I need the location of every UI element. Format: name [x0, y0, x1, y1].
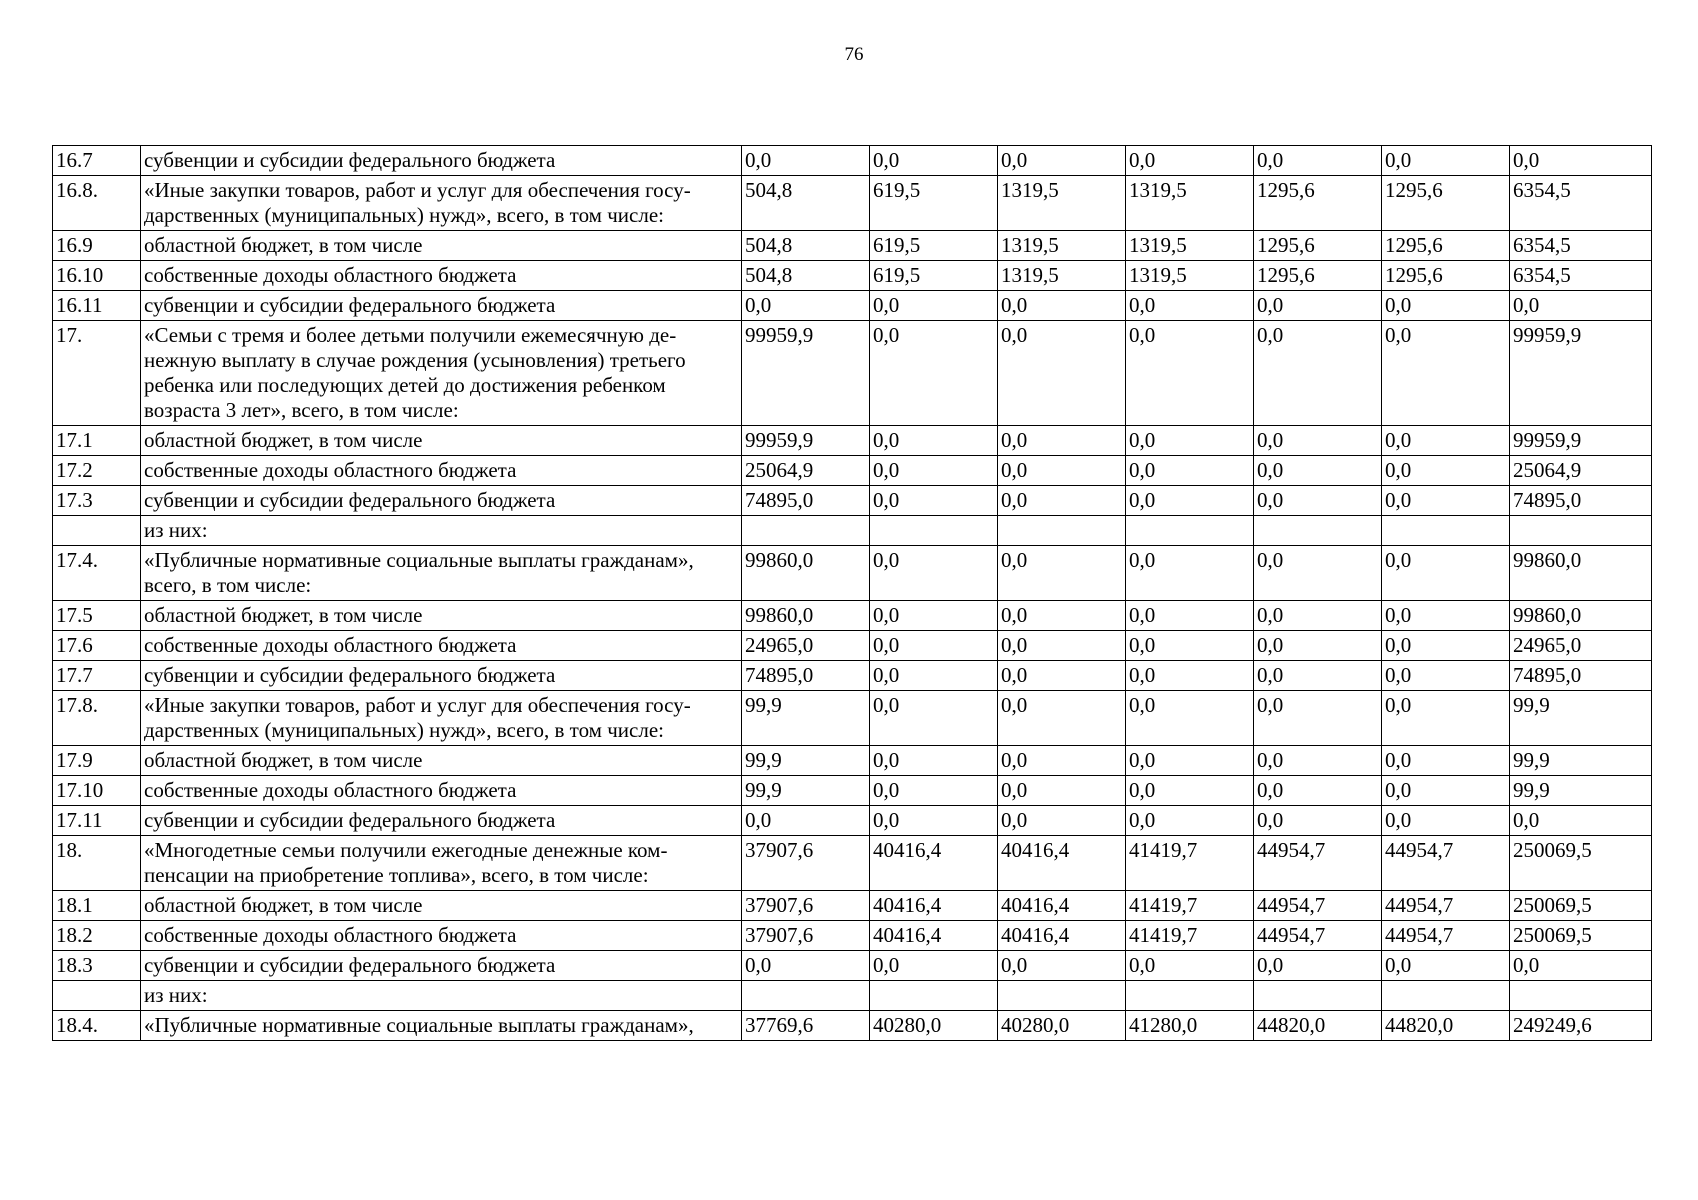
value-cell: 44820,0	[1382, 1011, 1510, 1041]
value-cell: 0,0	[1382, 776, 1510, 806]
value-cell: 0,0	[1382, 601, 1510, 631]
value-cell: 37907,6	[742, 921, 870, 951]
value-cell: 74895,0	[742, 661, 870, 691]
value-cell: 0,0	[870, 691, 998, 746]
value-cell: 0,0	[1126, 631, 1254, 661]
value-cell: 0,0	[1382, 546, 1510, 601]
value-cell: 99959,9	[742, 321, 870, 426]
row-number-cell: 17.7	[53, 661, 141, 691]
value-cell: 0,0	[1254, 601, 1382, 631]
value-cell	[1382, 516, 1510, 546]
row-description-cell: собственные доходы областного бюджета	[141, 776, 742, 806]
table-row	[53, 456, 1652, 486]
value-cell	[998, 981, 1126, 1011]
value-cell: 0,0	[1382, 146, 1510, 176]
value-cell: 1319,5	[1126, 231, 1254, 261]
value-cell: 619,5	[870, 231, 998, 261]
table-row	[53, 776, 1652, 806]
value-cell: 0,0	[1126, 691, 1254, 746]
value-cell: 250069,5	[1510, 836, 1652, 891]
value-cell: 24965,0	[1510, 631, 1652, 661]
table-row	[53, 486, 1652, 516]
value-cell: 0,0	[1126, 426, 1254, 456]
value-cell: 6354,5	[1510, 176, 1652, 231]
row-description-cell: из них:	[141, 516, 742, 546]
value-cell: 0,0	[998, 691, 1126, 746]
value-cell: 99,9	[1510, 746, 1652, 776]
value-cell: 25064,9	[742, 456, 870, 486]
value-cell: 0,0	[1510, 146, 1652, 176]
value-cell: 0,0	[998, 456, 1126, 486]
value-cell: 0,0	[870, 661, 998, 691]
value-cell: 99,9	[1510, 776, 1652, 806]
value-cell	[742, 981, 870, 1011]
table-row	[53, 661, 1652, 691]
value-cell: 99,9	[1510, 691, 1652, 746]
value-cell: 0,0	[870, 601, 998, 631]
value-cell: 0,0	[870, 776, 998, 806]
value-cell: 44954,7	[1382, 891, 1510, 921]
value-cell: 40280,0	[870, 1011, 998, 1041]
value-cell: 250069,5	[1510, 891, 1652, 921]
value-cell	[1510, 516, 1652, 546]
value-cell: 0,0	[998, 776, 1126, 806]
value-cell: 0,0	[870, 746, 998, 776]
value-cell: 1295,6	[1382, 261, 1510, 291]
row-number-cell: 17.2	[53, 456, 141, 486]
value-cell: 0,0	[1382, 291, 1510, 321]
value-cell: 37907,6	[742, 836, 870, 891]
value-cell: 619,5	[870, 176, 998, 231]
value-cell: 99,9	[742, 691, 870, 746]
value-cell: 74895,0	[1510, 486, 1652, 516]
table-row	[53, 321, 1652, 426]
value-cell: 0,0	[998, 486, 1126, 516]
value-cell: 504,8	[742, 176, 870, 231]
value-cell	[1510, 981, 1652, 1011]
table-row	[53, 951, 1652, 981]
value-cell: 40280,0	[998, 1011, 1126, 1041]
value-cell: 99959,9	[1510, 426, 1652, 456]
row-description-cell: «Публичные нормативные социальные выплаты гражданам», всего, в том числе:	[141, 546, 742, 601]
value-cell: 37769,6	[742, 1011, 870, 1041]
value-cell	[870, 981, 998, 1011]
table-row	[53, 981, 1652, 1011]
table-row	[53, 691, 1652, 746]
row-number-cell: 18.3	[53, 951, 141, 981]
table-body	[53, 146, 1652, 1041]
value-cell: 0,0	[1382, 661, 1510, 691]
table-row	[53, 746, 1652, 776]
value-cell: 0,0	[870, 951, 998, 981]
row-number-cell: 17.6	[53, 631, 141, 661]
value-cell: 74895,0	[742, 486, 870, 516]
value-cell: 25064,9	[1510, 456, 1652, 486]
value-cell: 0,0	[1126, 456, 1254, 486]
value-cell: 44954,7	[1254, 836, 1382, 891]
value-cell: 99,9	[742, 776, 870, 806]
table-row	[53, 921, 1652, 951]
value-cell	[742, 516, 870, 546]
value-cell: 0,0	[998, 951, 1126, 981]
value-cell: 0,0	[1126, 746, 1254, 776]
value-cell: 0,0	[1254, 661, 1382, 691]
value-cell: 44954,7	[1254, 921, 1382, 951]
value-cell: 74895,0	[1510, 661, 1652, 691]
value-cell: 619,5	[870, 261, 998, 291]
value-cell: 0,0	[1254, 321, 1382, 426]
row-description-cell: «Иные закупки товаров, работ и услуг для обеспечения госу-дарственных (муниципальных) нужд», всего, в том числе:	[141, 691, 742, 746]
value-cell: 0,0	[1382, 806, 1510, 836]
value-cell: 1319,5	[1126, 261, 1254, 291]
value-cell: 99959,9	[742, 426, 870, 456]
table-row	[53, 261, 1652, 291]
row-description-cell: «Семьи с тремя и более детьми получили ежемесячную де-нежную выплату в случае рождения (усыновления) третьего ребенка или последующих детей до достижения ребенком возраста 3 лет», всего, в том числе:	[141, 321, 742, 426]
value-cell: 40416,4	[870, 891, 998, 921]
value-cell	[870, 516, 998, 546]
value-cell: 0,0	[1510, 291, 1652, 321]
value-cell: 0,0	[1254, 456, 1382, 486]
value-cell: 0,0	[998, 426, 1126, 456]
row-description-cell: областной бюджет, в том числе	[141, 601, 742, 631]
row-number-cell	[53, 981, 141, 1011]
value-cell: 0,0	[1382, 631, 1510, 661]
value-cell: 0,0	[1254, 776, 1382, 806]
value-cell: 0,0	[1254, 806, 1382, 836]
value-cell: 0,0	[1254, 486, 1382, 516]
table-row	[53, 806, 1652, 836]
value-cell: 0,0	[1126, 546, 1254, 601]
value-cell: 1319,5	[998, 231, 1126, 261]
row-number-cell: 17.8.	[53, 691, 141, 746]
row-number-cell: 16.11	[53, 291, 141, 321]
row-number-cell: 17.3	[53, 486, 141, 516]
value-cell: 99860,0	[742, 601, 870, 631]
value-cell: 0,0	[998, 546, 1126, 601]
value-cell: 0,0	[1382, 456, 1510, 486]
row-number-cell: 17.9	[53, 746, 141, 776]
value-cell: 0,0	[1382, 321, 1510, 426]
value-cell: 0,0	[1254, 951, 1382, 981]
row-number-cell: 17.	[53, 321, 141, 426]
value-cell: 6354,5	[1510, 231, 1652, 261]
value-cell: 0,0	[1126, 806, 1254, 836]
value-cell: 0,0	[998, 806, 1126, 836]
row-number-cell: 17.10	[53, 776, 141, 806]
value-cell: 0,0	[742, 291, 870, 321]
row-number-cell: 17.1	[53, 426, 141, 456]
value-cell: 250069,5	[1510, 921, 1652, 951]
value-cell: 0,0	[870, 456, 998, 486]
value-cell: 0,0	[870, 321, 998, 426]
value-cell: 44954,7	[1382, 836, 1510, 891]
table-row	[53, 146, 1652, 176]
value-cell: 44820,0	[1254, 1011, 1382, 1041]
row-number-cell: 17.5	[53, 601, 141, 631]
value-cell	[1382, 981, 1510, 1011]
value-cell: 99,9	[742, 746, 870, 776]
value-cell: 0,0	[870, 146, 998, 176]
value-cell: 0,0	[1382, 691, 1510, 746]
value-cell: 1319,5	[998, 261, 1126, 291]
value-cell: 37907,6	[742, 891, 870, 921]
value-cell: 0,0	[1126, 291, 1254, 321]
value-cell: 0,0	[1382, 426, 1510, 456]
value-cell: 0,0	[1382, 951, 1510, 981]
value-cell: 44954,7	[1254, 891, 1382, 921]
value-cell: 0,0	[870, 486, 998, 516]
row-description-cell: «Публичные нормативные социальные выплаты гражданам»,	[141, 1011, 742, 1041]
value-cell: 0,0	[1126, 776, 1254, 806]
row-description-cell: собственные доходы областного бюджета	[141, 631, 742, 661]
value-cell	[1126, 516, 1254, 546]
value-cell: 0,0	[870, 291, 998, 321]
table-row	[53, 601, 1652, 631]
value-cell: 41280,0	[1126, 1011, 1254, 1041]
row-description-cell: из них:	[141, 981, 742, 1011]
value-cell: 0,0	[998, 321, 1126, 426]
row-description-cell: собственные доходы областного бюджета	[141, 456, 742, 486]
value-cell: 1295,6	[1254, 261, 1382, 291]
value-cell: 0,0	[1382, 486, 1510, 516]
table-row	[53, 176, 1652, 231]
value-cell: 1295,6	[1254, 176, 1382, 231]
row-description-cell: собственные доходы областного бюджета	[141, 921, 742, 951]
value-cell: 0,0	[998, 601, 1126, 631]
row-number-cell: 18.2	[53, 921, 141, 951]
value-cell: 0,0	[998, 291, 1126, 321]
table-row	[53, 891, 1652, 921]
value-cell: 1319,5	[998, 176, 1126, 231]
value-cell: 99959,9	[1510, 321, 1652, 426]
value-cell: 0,0	[870, 631, 998, 661]
value-cell: 0,0	[870, 806, 998, 836]
value-cell: 0,0	[1510, 806, 1652, 836]
row-description-cell: субвенции и субсидии федерального бюджета	[141, 661, 742, 691]
row-number-cell: 16.9	[53, 231, 141, 261]
table-row	[53, 546, 1652, 601]
budget-table	[52, 145, 1652, 1041]
value-cell: 0,0	[1126, 321, 1254, 426]
value-cell: 1319,5	[1126, 176, 1254, 231]
value-cell: 504,8	[742, 261, 870, 291]
value-cell: 0,0	[1254, 426, 1382, 456]
value-cell: 0,0	[742, 951, 870, 981]
value-cell: 40416,4	[998, 891, 1126, 921]
value-cell: 99860,0	[742, 546, 870, 601]
row-number-cell: 16.10	[53, 261, 141, 291]
value-cell: 40416,4	[870, 836, 998, 891]
value-cell	[1254, 981, 1382, 1011]
value-cell: 0,0	[998, 146, 1126, 176]
row-description-cell: субвенции и субсидии федерального бюджета	[141, 486, 742, 516]
value-cell: 99860,0	[1510, 546, 1652, 601]
value-cell: 99860,0	[1510, 601, 1652, 631]
value-cell: 41419,7	[1126, 836, 1254, 891]
table-row	[53, 1011, 1652, 1041]
value-cell: 0,0	[1254, 146, 1382, 176]
row-description-cell: субвенции и субсидии федерального бюджета	[141, 951, 742, 981]
value-cell: 1295,6	[1254, 231, 1382, 261]
value-cell: 0,0	[1126, 486, 1254, 516]
value-cell: 0,0	[870, 426, 998, 456]
table-row	[53, 631, 1652, 661]
value-cell: 0,0	[998, 631, 1126, 661]
value-cell: 0,0	[1126, 601, 1254, 631]
page-number: 76	[844, 44, 864, 65]
value-cell: 0,0	[1510, 951, 1652, 981]
row-description-cell: субвенции и субсидии федерального бюджета	[141, 146, 742, 176]
row-description-cell: «Многодетные семьи получили ежегодные денежные ком-пенсации на приобретение топлива», всего, в том числе:	[141, 836, 742, 891]
row-number-cell: 18.	[53, 836, 141, 891]
value-cell: 0,0	[1126, 951, 1254, 981]
row-description-cell: областной бюджет, в том числе	[141, 746, 742, 776]
row-description-cell: «Иные закупки товаров, работ и услуг для обеспечения госу-дарственных (муниципальных) нужд», всего, в том числе:	[141, 176, 742, 231]
value-cell: 249249,6	[1510, 1011, 1652, 1041]
value-cell: 0,0	[1254, 691, 1382, 746]
value-cell: 0,0	[1382, 746, 1510, 776]
value-cell: 6354,5	[1510, 261, 1652, 291]
value-cell: 504,8	[742, 231, 870, 261]
value-cell: 0,0	[998, 746, 1126, 776]
value-cell: 0,0	[1254, 746, 1382, 776]
value-cell: 0,0	[742, 146, 870, 176]
value-cell: 40416,4	[998, 921, 1126, 951]
value-cell: 0,0	[1254, 546, 1382, 601]
row-number-cell	[53, 516, 141, 546]
row-description-cell: областной бюджет, в том числе	[141, 426, 742, 456]
value-cell: 0,0	[998, 661, 1126, 691]
value-cell: 0,0	[1126, 661, 1254, 691]
value-cell	[1254, 516, 1382, 546]
row-number-cell: 17.4.	[53, 546, 141, 601]
value-cell: 1295,6	[1382, 231, 1510, 261]
row-description-cell: субвенции и субсидии федерального бюджета	[141, 291, 742, 321]
table-row	[53, 426, 1652, 456]
table-row	[53, 231, 1652, 261]
row-number-cell: 18.4.	[53, 1011, 141, 1041]
value-cell: 44954,7	[1382, 921, 1510, 951]
value-cell: 40416,4	[870, 921, 998, 951]
value-cell: 0,0	[1254, 291, 1382, 321]
value-cell: 0,0	[742, 806, 870, 836]
value-cell	[1126, 981, 1254, 1011]
value-cell: 41419,7	[1126, 891, 1254, 921]
row-description-cell: областной бюджет, в том числе	[141, 231, 742, 261]
value-cell	[998, 516, 1126, 546]
value-cell: 0,0	[1254, 631, 1382, 661]
table-row	[53, 516, 1652, 546]
row-number-cell: 18.1	[53, 891, 141, 921]
value-cell: 24965,0	[742, 631, 870, 661]
value-cell: 40416,4	[998, 836, 1126, 891]
value-cell: 1295,6	[1382, 176, 1510, 231]
row-number-cell: 17.11	[53, 806, 141, 836]
value-cell: 41419,7	[1126, 921, 1254, 951]
value-cell: 0,0	[870, 546, 998, 601]
row-description-cell: собственные доходы областного бюджета	[141, 261, 742, 291]
row-number-cell: 16.8.	[53, 176, 141, 231]
row-number-cell: 16.7	[53, 146, 141, 176]
value-cell: 0,0	[1126, 146, 1254, 176]
table-row	[53, 836, 1652, 891]
row-description-cell: субвенции и субсидии федерального бюджета	[141, 806, 742, 836]
table-row	[53, 291, 1652, 321]
row-description-cell: областной бюджет, в том числе	[141, 891, 742, 921]
